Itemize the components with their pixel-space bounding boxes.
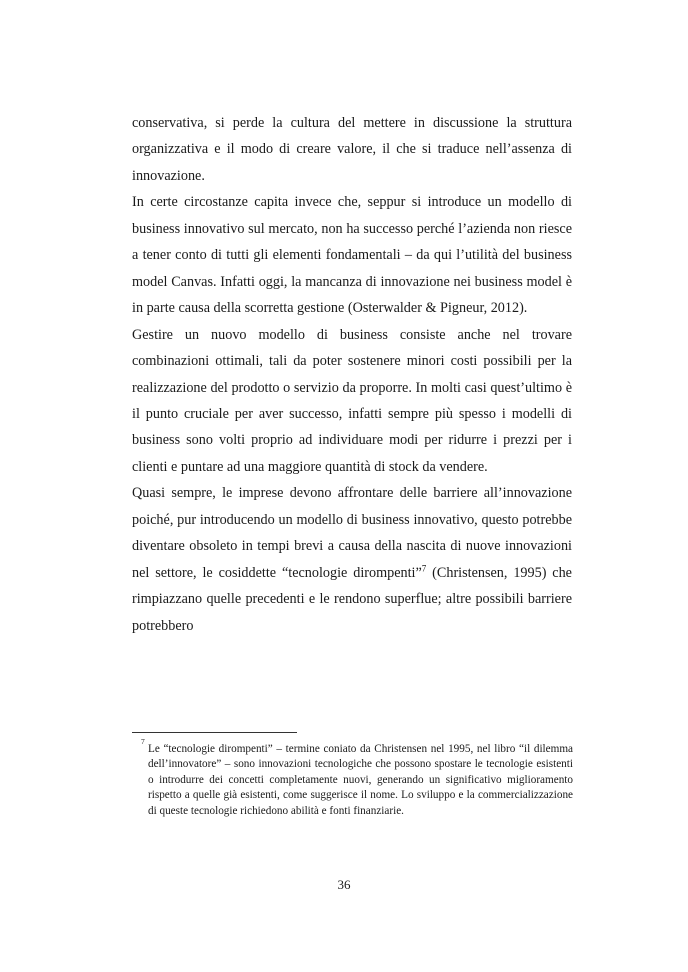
footnote: 7 Le “tecnologie dirompenti” – termine coniato da Christensen nel 1995, nel libro “il dilemma dell’innovatore” – sono innovazioni tecnologiche che possono spostare le tecnologie esistenti o introdurre dei concetti completamente nuovi, generando un significativo miglioramento rispetto a quelle già esistenti, come suggerisce il nome. Lo sviluppo e la commercializzazione di queste tecnologie richiedono abilità e fonti finanziarie. (141, 737, 573, 817)
footnote-reference: 7 (421, 562, 427, 573)
footnote-separator (132, 732, 297, 733)
paragraph-1: conservativa, si perde la cultura del mettere in discussione la struttura organizzativa e il modo di creare valore, il che si traduce nell’assenza di innovazione. (132, 115, 572, 184)
paragraph-2: In certe circostanze capita invece che, seppur si introduce un modello di business innovativo sul mercato, non ha successo perché l’azienda non riesce a tener conto di tutti gli elementi fondamentali – da qui l’utilità del business model Canvas. Infatti oggi, la mancanza di innovazione nei business model è in parte causa della scorretta gestione (Osterwalder & Pigneur, 2012). (132, 194, 572, 317)
page-number: 36 (337, 877, 351, 892)
footnote-text: Le “tecnologie dirompenti” – termine coniato da Christensen nel 1995, nel libro “il dilemma dell’innovatore” – sono innovazioni tecnologiche che possono spostare le tecnologie esistenti o introdurre dei concetti completamente nuovi, generando un significativo miglioramento rispetto a quelle già esistenti, come suggerisce il nome. Lo sviluppo e la commercializzazione di queste tecnologie richiedono abilità e fonti finanziarie. (148, 743, 573, 817)
body-text (132, 110, 572, 639)
paragraph-4-text-end: (Christensen, 1995) che rimpiazzano quelle precedenti e le rendono superflue; altre possibili barriere potrebbero (132, 564, 572, 634)
paragraph-4 (132, 480, 572, 639)
paragraph-4-text-start: Quasi sempre, le imprese devono affrontare delle barriere all’innovazione poiché, pur introducendo un modello di business innovativo, questo potrebbe diventare obsoleto in tempi brevi a causa della nascita di nuove innovazioni nel settore, le cosiddette “tecnologie dirompenti” (132, 485, 572, 581)
paragraph-3: Gestire un nuovo modello di business consiste anche nel trovare combinazioni ottimali, tali da poter sostenere minori costi possibili per la realizzazione del prodotto o servizio da proporre. In molti casi quest’ultimo è il punto cruciale per aver successo, infatti sempre più spesso i modelli di business sono volti proprio ad individuare modi per ridurre i prezzi per i clienti e puntare ad una maggiore quantità di stock da vendere. (132, 326, 572, 475)
